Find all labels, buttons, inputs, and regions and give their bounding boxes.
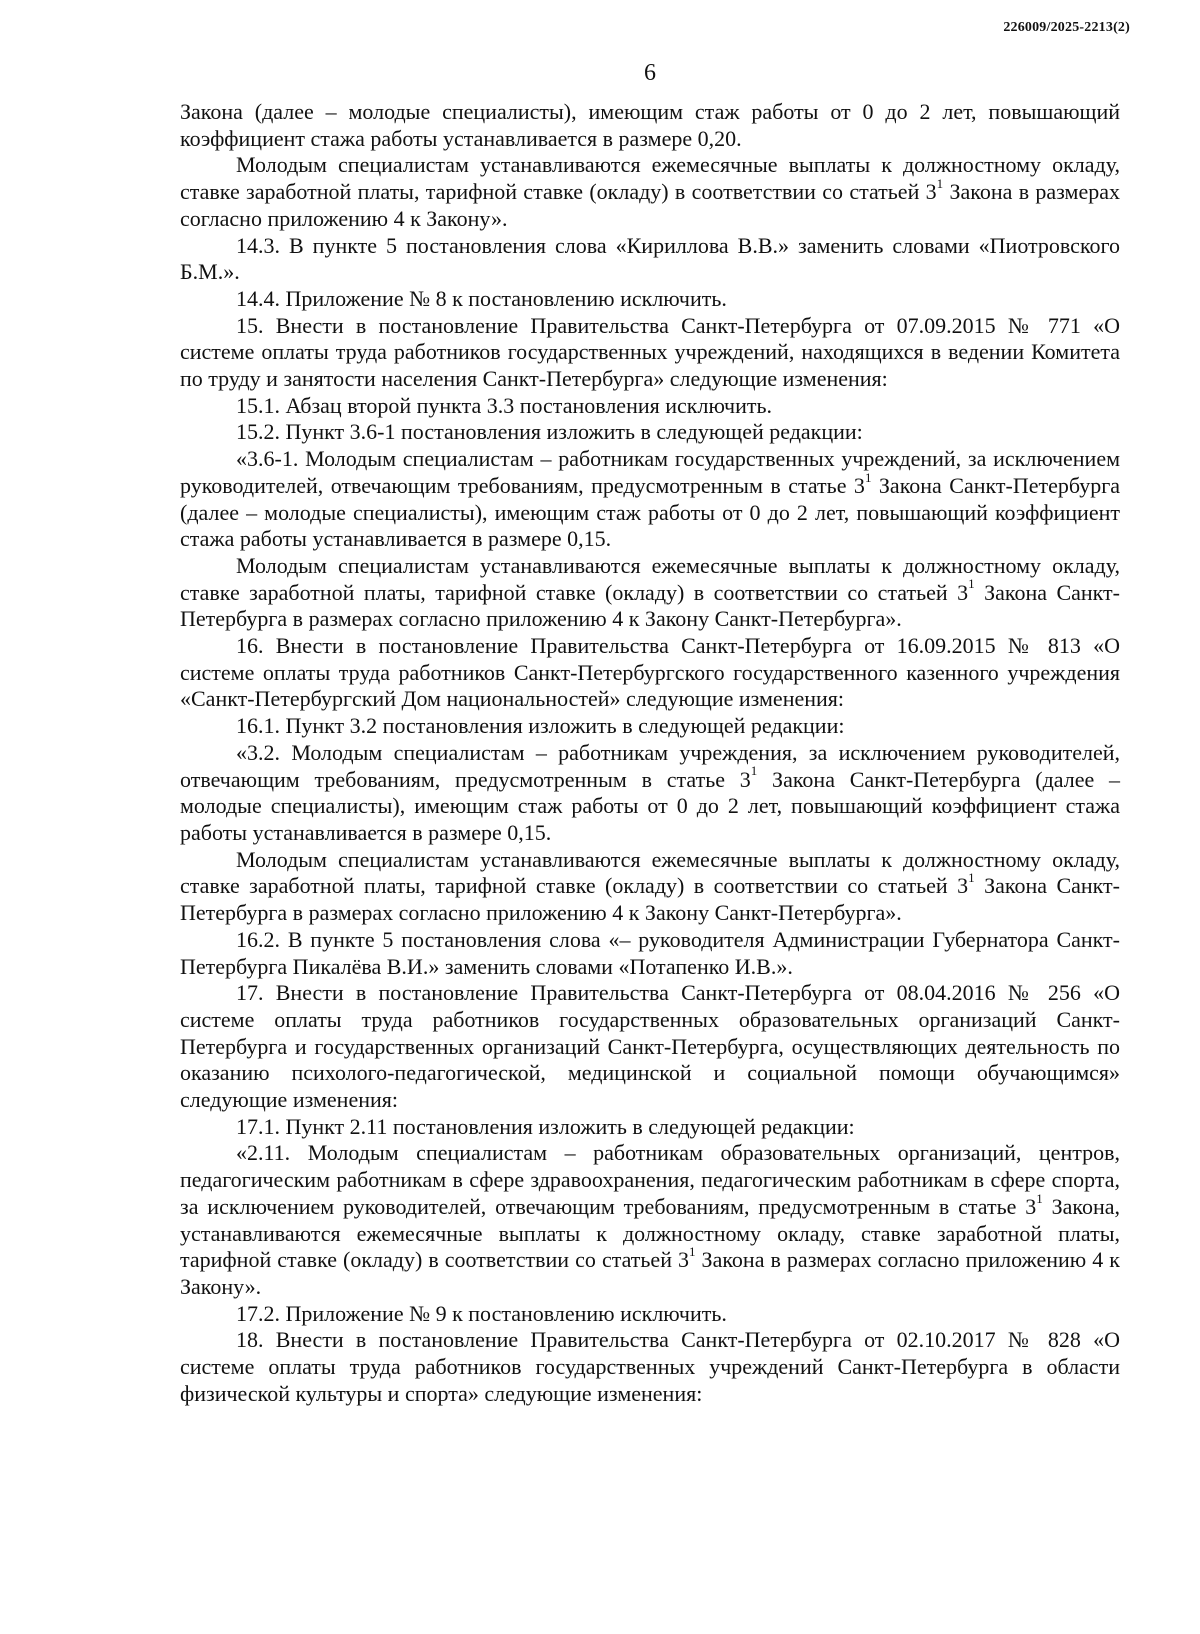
- paragraph-p15: 17. Внести в постановление Правительства Санкт-Петербурга от 08.04.2016 № 256 «О системе оплаты труда работников государственных образовательных организаций Санкт-Петербурга и государственных организаций Санкт-Петербурга, осуществляющих деятельность по оказанию психолого-педагогической, медицинской и социальной помощи обучающимся» следующие изменения:: [180, 980, 1120, 1113]
- paragraph-p12: «3.2. Молодым специалистам – работникам учреждения, за исключением руководителей, отвечающим требованиям, предусмотренным в статье $3^1$ Закона Санкт-Петербурга (далее – молодые специалисты), имеющим стаж работы от 0 до 2 лет, повышающий коэффициент стажа работы устанавливается в размере 0,15.: [180, 739, 1121, 845]
- paragraph-p04: 14.4. Приложение № 8 к постановлению исключить.: [236, 285, 727, 311]
- superscript-one: 1: [750, 763, 758, 779]
- paragraph-p08: «3.6-1. Молодым специалистам – работникам государственных учреждений, за исключением руководителей, отвечающим требованиям, предусмотренным в статье $3^1$ Закона Санкт-Петербурга (далее – молодые специалисты), имеющим стаж работы от 0 до 2 лет, повышающий коэффициент стажа работы устанавливается в размере 0,15.: [180, 446, 1120, 552]
- paragraph-p14: 16.2. В пункте 5 постановления слова «– руководителя Администрации Губернатора Санкт-Петербурга Пикалёва В.И.» заменить словами «Потапенко И.В.».: [180, 926, 1120, 979]
- document-body: [180, 99, 1120, 1407]
- document-registration-number: 226009/2025-2213(2): [1003, 20, 1130, 35]
- paragraph-p03: 14.3. В пункте 5 постановления слова «Кириллова В.В.» заменить словами «Пиотровского Б.М.».: [180, 232, 1120, 285]
- paragraph-p05: 15. Внести в постановление Правительства Санкт-Петербурга от 07.09.2015 № 771 «О системе оплаты труда работников государственных учреждений, находящихся в ведении Комитета по труду и занятости населения Санкт-Петербурга» следующие изменения:: [180, 312, 1120, 392]
- paragraph-p01: Закона (далее – молодые специалисты), имеющим стаж работы от 0 до 2 лет, повышающий коэффициент стажа работы устанавливается в размере 0,20.: [180, 99, 1120, 151]
- paragraph-p16: 17.1. Пункт 2.11 постановления изложить в следующей редакции:: [236, 1113, 855, 1139]
- superscript-one: 1: [1036, 1190, 1043, 1206]
- superscript-one: 1: [864, 469, 872, 485]
- paragraph-p18: 17.2. Приложение № 9 к постановлению исключить.: [236, 1300, 727, 1326]
- paragraph-p11: 16.1. Пункт 3.2 постановления изложить в следующей редакции:: [236, 713, 845, 739]
- paragraph-p02: Молодым специалистам устанавливаются ежемесячные выплаты к должностному окладу, ставке заработной платы, тарифной ставке (окладу) в соответствии со статьей $3^1$ Закона в размерах согласно приложению 4 к Закону».: [180, 152, 1120, 231]
- superscript-one: 1: [936, 175, 944, 191]
- superscript-one: 1: [968, 870, 975, 886]
- superscript-one: 1: [968, 576, 975, 592]
- paragraph-p13: Молодым специалистам устанавливаются ежемесячные выплаты к должностному окладу, ставке заработной платы, тарифной ставке (окладу) в соответствии со статьей $3^1$ Закона Санкт-Петербурга в размерах согласно приложению 4 к Закону Санкт-Петербурга».: [180, 846, 1120, 926]
- page-number: 6: [644, 60, 656, 86]
- paragraph-p06: 15.1. Абзац второй пункта 3.3 постановления исключить.: [236, 392, 773, 418]
- paragraph-p19: 18. Внести в постановление Правительства Санкт-Петербурга от 02.10.2017 № 828 «О системе оплаты труда работников государственных учреждений Санкт-Петербурга в области физической культуры и спорта» следующие изменения:: [180, 1327, 1120, 1406]
- paragraph-p07: 15.2. Пункт 3.6-1 постановления изложить в следующей редакции:: [236, 419, 863, 445]
- paragraph-p17: «2.11. Молодым специалистам – работникам образовательных организаций, центров, педагогическим работникам в сфере здравоохранения, педагогическим работникам в сфере спорта, за исключением руководителей, отвечающим требованиям, предусмотренным в статье $3^1$ Закона, устанавливаются ежемесячные выплаты к должностному окладу, ставке заработной платы, тарифной ставке (окладу) в соответствии со статьей $3^1$ Закона в размерах согласно приложению 4 к Закону».: [180, 1140, 1120, 1299]
- superscript-one: 1: [689, 1243, 696, 1259]
- paragraph-p10: 16. Внести в постановление Правительства Санкт-Петербурга от 16.09.2015 № 813 «О системе оплаты труда работников Санкт-Петербургского государственного казенного учреждения «Санкт-Петербургский Дом национальностей» следующие изменения:: [180, 633, 1120, 712]
- paragraph-p09: Молодым специалистам устанавливаются ежемесячные выплаты к должностному окладу, ставке заработной платы, тарифной ставке (окладу) в соответствии со статьей $3^1$ Закона Санкт-Петербурга в размерах согласно приложению 4 к Закону Санкт-Петербурга».: [180, 552, 1120, 632]
